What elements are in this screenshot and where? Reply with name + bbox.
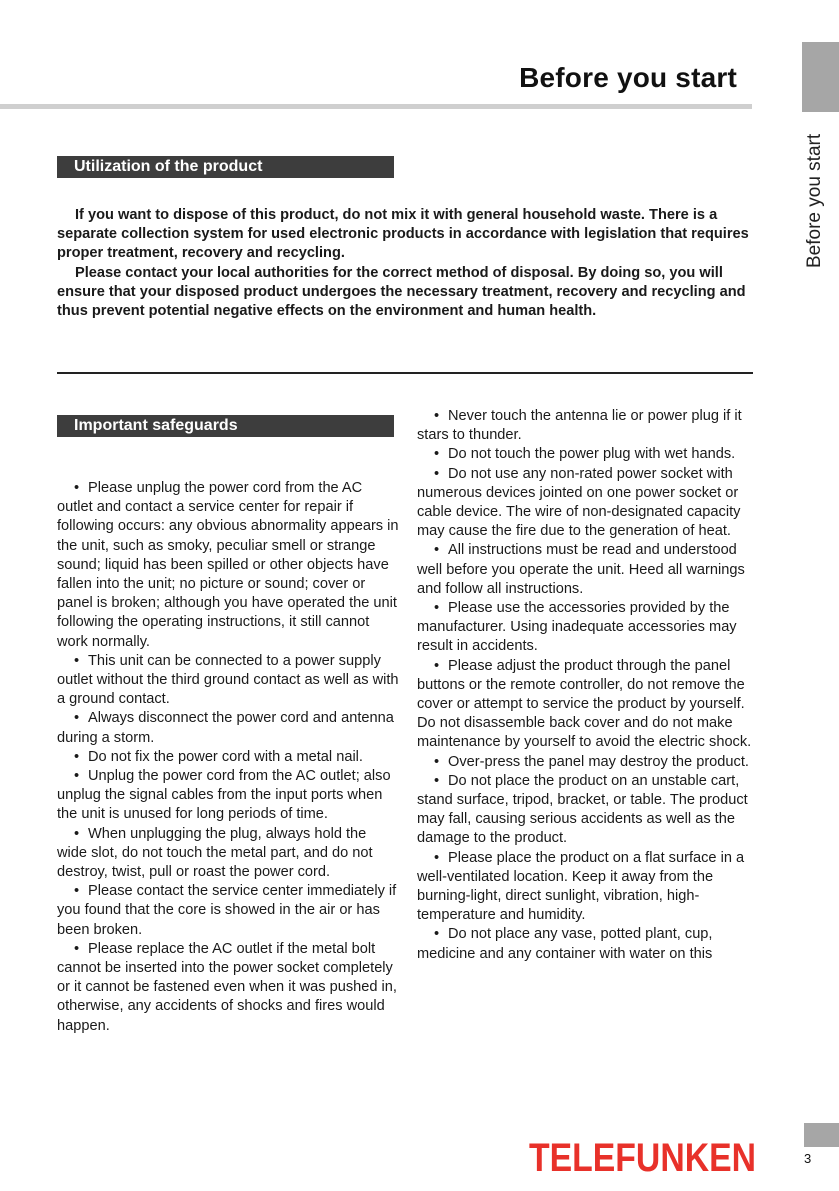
bullet-icon: • [434,657,440,674]
list-item: • When unplugging the plug, always hold the wide slot, do not touch the metal part, and do not destroy, twist, pull or roast the power cord. [57,825,373,881]
bullet-icon: • [434,926,440,943]
bullet-icon: • [434,772,440,789]
list-item: • Please unplug the power cord from the AC outlet and contact a service center for repair if following occurs: any obvious abnormality appears in the unit, such as smoky, peculiar smell or strange sound; liquid has been spilled or other objects have fallen into the unit; no picture or sound; cover or panel is broken; although you have operated the unit following the operating instructions, it still cannot work normally. [57,480,399,650]
page-number: 3 [804,1151,812,1166]
bullet-icon: • [74,710,80,727]
side-tab-label: Before you start [804,133,825,268]
telefunken-logo [529,1136,756,1180]
section-divider [57,372,753,374]
list-item: • Do not fix the power cord with a metal nail. [57,748,399,767]
list-item: • Please use the accessories provided by the manufacturer. Using inadequate accessories may result in accidents. [417,600,737,655]
bullet-icon: • [74,768,80,785]
list-item: • Always disconnect the power cord and antenna during a storm. [57,710,394,746]
list-item: • Over-press the panel may destroy the product. [417,753,759,772]
list-item: • Do not place any vase, potted plant, cup, medicine and any container with water on this [417,926,713,962]
utilization-paragraph: Please contact your local authorities for the correct method of disposal. By doing so, you will ensure that your disposed product undergoes the necessary treatment, recovery and recycling and thus prevent potential negative effects on the environment and human health. [57,264,746,320]
bullet-icon: • [74,883,80,900]
title-rule [0,104,752,109]
brand-logo-text: TELEFUNKEN [529,1136,756,1180]
bullet-icon: • [434,465,440,482]
safeguards-left-column [57,479,399,1036]
side-tab-marker [802,42,839,112]
list-item: • Do not touch the power plug with wet hands. [417,445,759,464]
list-item: • Unplug the power cord from the AC outlet; also unplug the signal cables from the input ports when the unit is unused for long periods of time. [57,768,391,823]
section-heading-utilization: Utilization of the product [57,156,394,178]
section-heading-safeguards: Important safeguards [57,415,394,437]
bullet-icon: • [74,748,80,765]
list-item: • Do not place the product on an unstable cart, stand surface, tripod, bracket, or table. The product may fall, causing serious accidents as well as the damage to the product. [417,772,748,847]
page-title: Before you start [519,62,737,93]
safeguards-right-column [417,407,759,964]
list-item: • Please replace the AC outlet if the metal bolt cannot be inserted into the power socket completely or it cannot be fastened even when it was pushed in, otherwise, any accidents of shocks and fires would happen. [57,940,397,1034]
utilization-paragraph: If you want to dispose of this product, do not mix it with general household waste. There is a separate collection system for used electronic products in accordance with legislation that requires proper treatment, recovery and recycling. [57,207,749,262]
bullet-icon: • [434,542,440,559]
bullet-icon: • [434,600,440,617]
list-item: • Never touch the antenna lie or power plug if it stars to thunder. [417,408,742,444]
page-number-marker [804,1123,839,1147]
bullet-icon: • [434,849,440,866]
list-item: • Please adjust the product through the panel buttons or the remote controller, do not remove the cover or attempt to service the product by yourself. Do not disassemble back cover and do not make maintenance by yourself to avoid the electric shock. [417,657,752,751]
bullet-icon: • [434,446,440,463]
list-item: • Do not use any non-rated power socket with numerous devices jointed on one power socket or cable device. The wire of non-designated capacity may cause the fire due to the generation of heat. [417,465,741,540]
bullet-icon: • [434,753,440,770]
list-item: • All instructions must be read and understood well before you operate the unit. Heed all warnings and follow all instructions. [417,542,745,597]
list-item: • Please contact the service center immediately if you found that the core is showed in the air or has been broken. [57,883,397,938]
bullet-icon: • [74,480,80,496]
list-item: • Please place the product on a flat surface in a well-ventilated location. Keep it away from the burning-light, direct sunlight, vibration, high-temperature and humidity. [417,849,745,924]
bullet-icon: • [434,408,440,424]
list-item: • This unit can be connected to a power supply outlet without the third ground contact as well as with a ground contact. [57,652,399,708]
bullet-icon: • [74,825,80,842]
utilization-text [57,206,757,321]
bullet-icon: • [74,652,80,669]
bullet-icon: • [74,940,80,957]
